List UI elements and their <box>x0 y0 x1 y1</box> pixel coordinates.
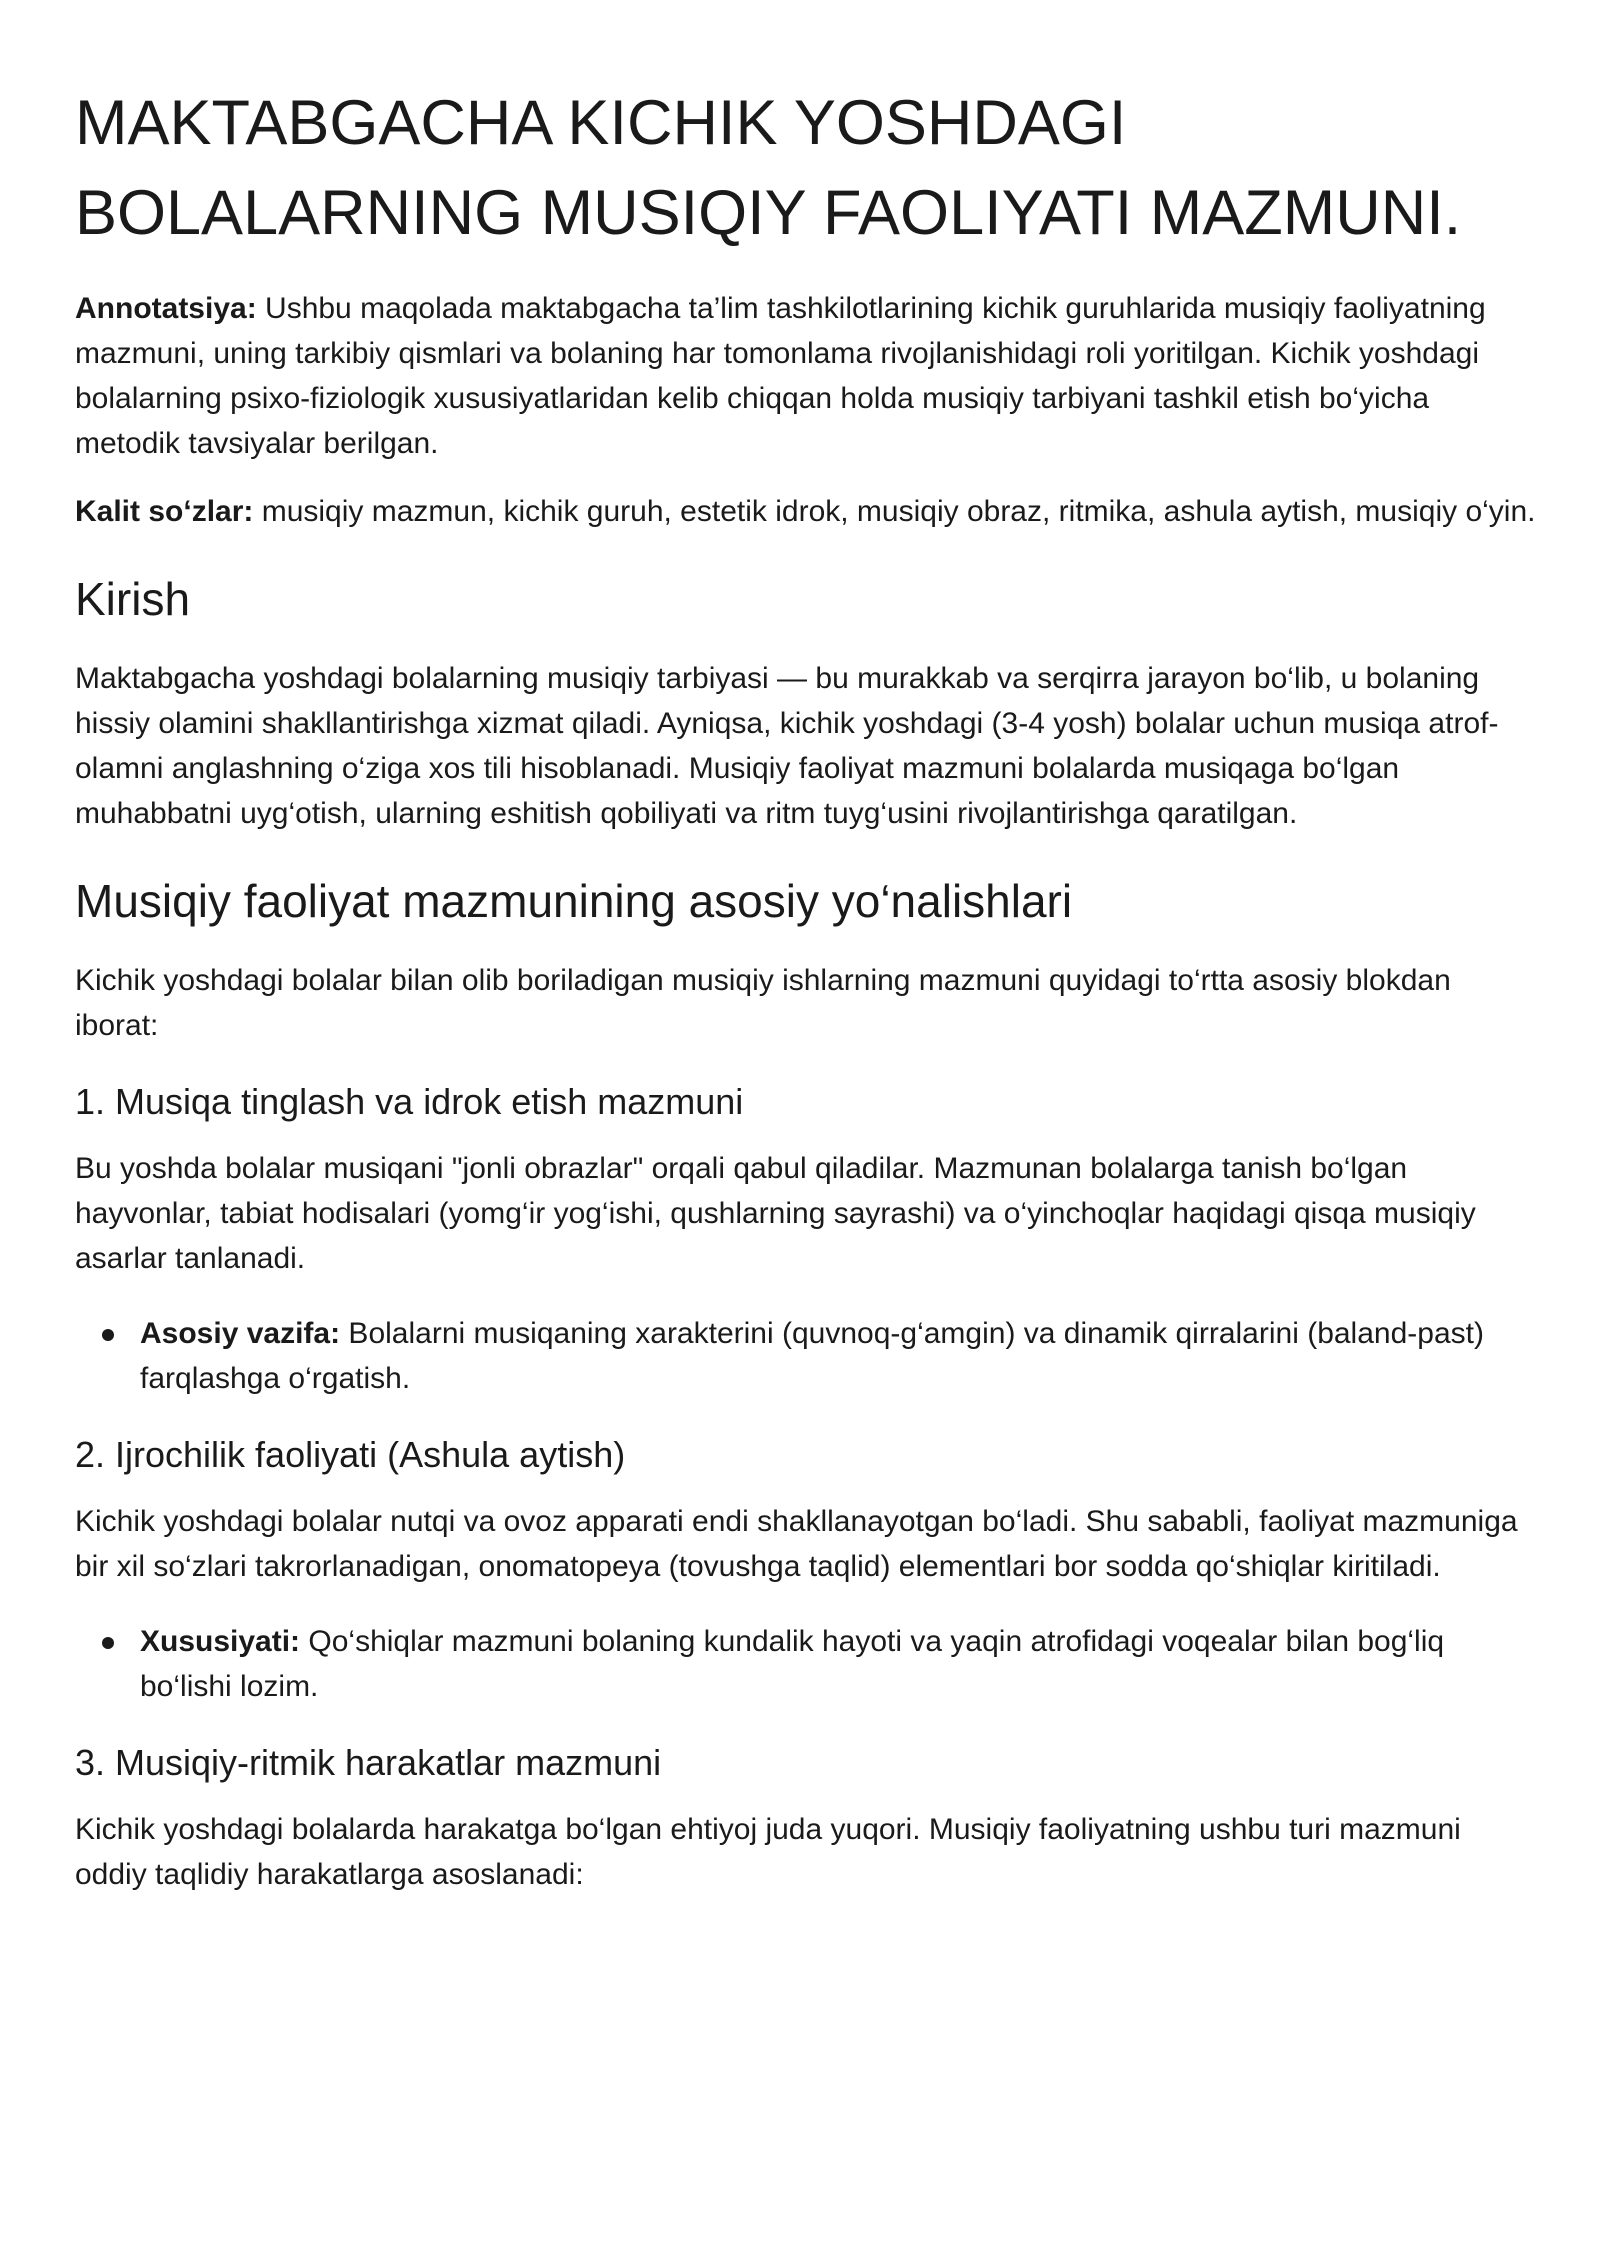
list-item-text: Qo‘shiqlar mazmuni bolaning kundalik hayoti va yaqin atrofidagi voqealar bilan bog‘liq bo‘lishi lozim. <box>140 1625 1445 1703</box>
section-3-heading: 3. Musiqiy-ritmik harakatlar mazmuni <box>75 1742 662 1783</box>
section-1-list <box>75 1311 1540 1401</box>
section-1-paragraph: Bu yoshda bolalar musiqani "jonli obrazlar" orqali qabul qiladilar. Mazmunan bolalarga tanish bo‘lgan hayvonlar, tabiat hodisalari (yomg‘ir yog‘ishi, qushlarning sayrashi) va o‘yinchoqlar haqidagi qisqa musiqiy asarlar tanlanadi. <box>75 1152 1476 1275</box>
section-2-paragraph: Kichik yoshdagi bolalar nutqi va ovoz apparati endi shakllanayotgan bo‘ladi. Shu sababli, faoliyat mazmuniga bir xil so‘zlari takrorlanadigan, onomatopeya (tovushga taqlid) elementlari bor sodda qo‘shiqlar kiritiladi. <box>75 1505 1518 1583</box>
list-item-text: Bolalarni musiqaning xarakterini (quvnoq-g‘amgin) va dinamik qirralarini (baland-past) farqlashga o‘rgatish. <box>140 1317 1484 1395</box>
section-2-list <box>75 1619 1540 1709</box>
main-heading: Musiqiy faoliyat mazmunining asosiy yo‘nalishlari <box>75 875 1073 927</box>
main-paragraph: Kichik yoshdagi bolalar bilan olib boriladigan musiqiy ishlarning mazmuni quyidagi to‘rtta asosiy blokdan iborat: <box>75 964 1451 1042</box>
keywords-label: Kalit so‘zlar: <box>75 495 254 528</box>
list-item-label: Asosiy vazifa: <box>140 1317 341 1350</box>
annotation-text: Ushbu maqolada maktabgacha ta’lim tashkilotlarining kichik guruhlarida musiqiy faoliyatning mazmuni, uning tarkibiy qismlari va bolaning har tomonlama rivojlanishidagi roli yoritilgan. Kichik yoshdagi bolalarning psixo-fiziologik xususiyatlaridan kelib chiqqan holda musiqiy tarbiyani tashkil etish bo‘yicha metodik tavsiyalar berilgan. <box>75 292 1486 460</box>
section-2-heading: 2. Ijrochilik faoliyati (Ashula aytish) <box>75 1434 626 1475</box>
keywords-text: musiqiy mazmun, kichik guruh, estetik idrok, musiqiy obraz, ritmika, ashula aytish, musiqiy o‘yin. <box>253 495 1536 528</box>
list-item <box>140 1311 1540 1401</box>
document-title: MAKTABGACHA KICHIK YOSHDAGI BOLALARNING MUSIQIY FAOLIYATI MAZMUNI. <box>75 88 1462 248</box>
keywords-paragraph <box>75 489 1540 534</box>
section-1-heading: 1. Musiqa tinglash va idrok etish mazmuni <box>75 1081 744 1122</box>
intro-heading: Kirish <box>75 573 191 625</box>
annotation-label: Annotatsiya: <box>75 292 257 325</box>
section-3-paragraph: Kichik yoshdagi bolalarda harakatga bo‘lgan ehtiyoj juda yuqori. Musiqiy faoliyatning ushbu turi mazmuni oddiy taqlidiy harakatlarga asoslanadi: <box>75 1813 1461 1891</box>
bullet-icon <box>102 1637 114 1649</box>
annotation-paragraph <box>75 286 1540 466</box>
document-page <box>75 78 1540 1920</box>
list-item <box>140 1619 1540 1709</box>
list-item-label: Xususiyati: <box>140 1625 301 1658</box>
bullet-icon <box>102 1329 114 1341</box>
intro-paragraph: Maktabgacha yoshdagi bolalarning musiqiy tarbiyasi — bu murakkab va serqirra jarayon bo‘lib, u bolaning hissiy olamini shakllantirishga xizmat qiladi. Ayniqsa, kichik yoshdagi (3-4 yosh) bolalar uchun musiqa atrof-olamni anglashning o‘ziga xos tili hisoblanadi. Musiqiy faoliyat mazmuni bolalarda musiqaga bo‘lgan muhabbatni uyg‘otish, ularning eshitish qobiliyati va ritm tuyg‘usini rivojlantirishga qaratilgan. <box>75 662 1499 830</box>
